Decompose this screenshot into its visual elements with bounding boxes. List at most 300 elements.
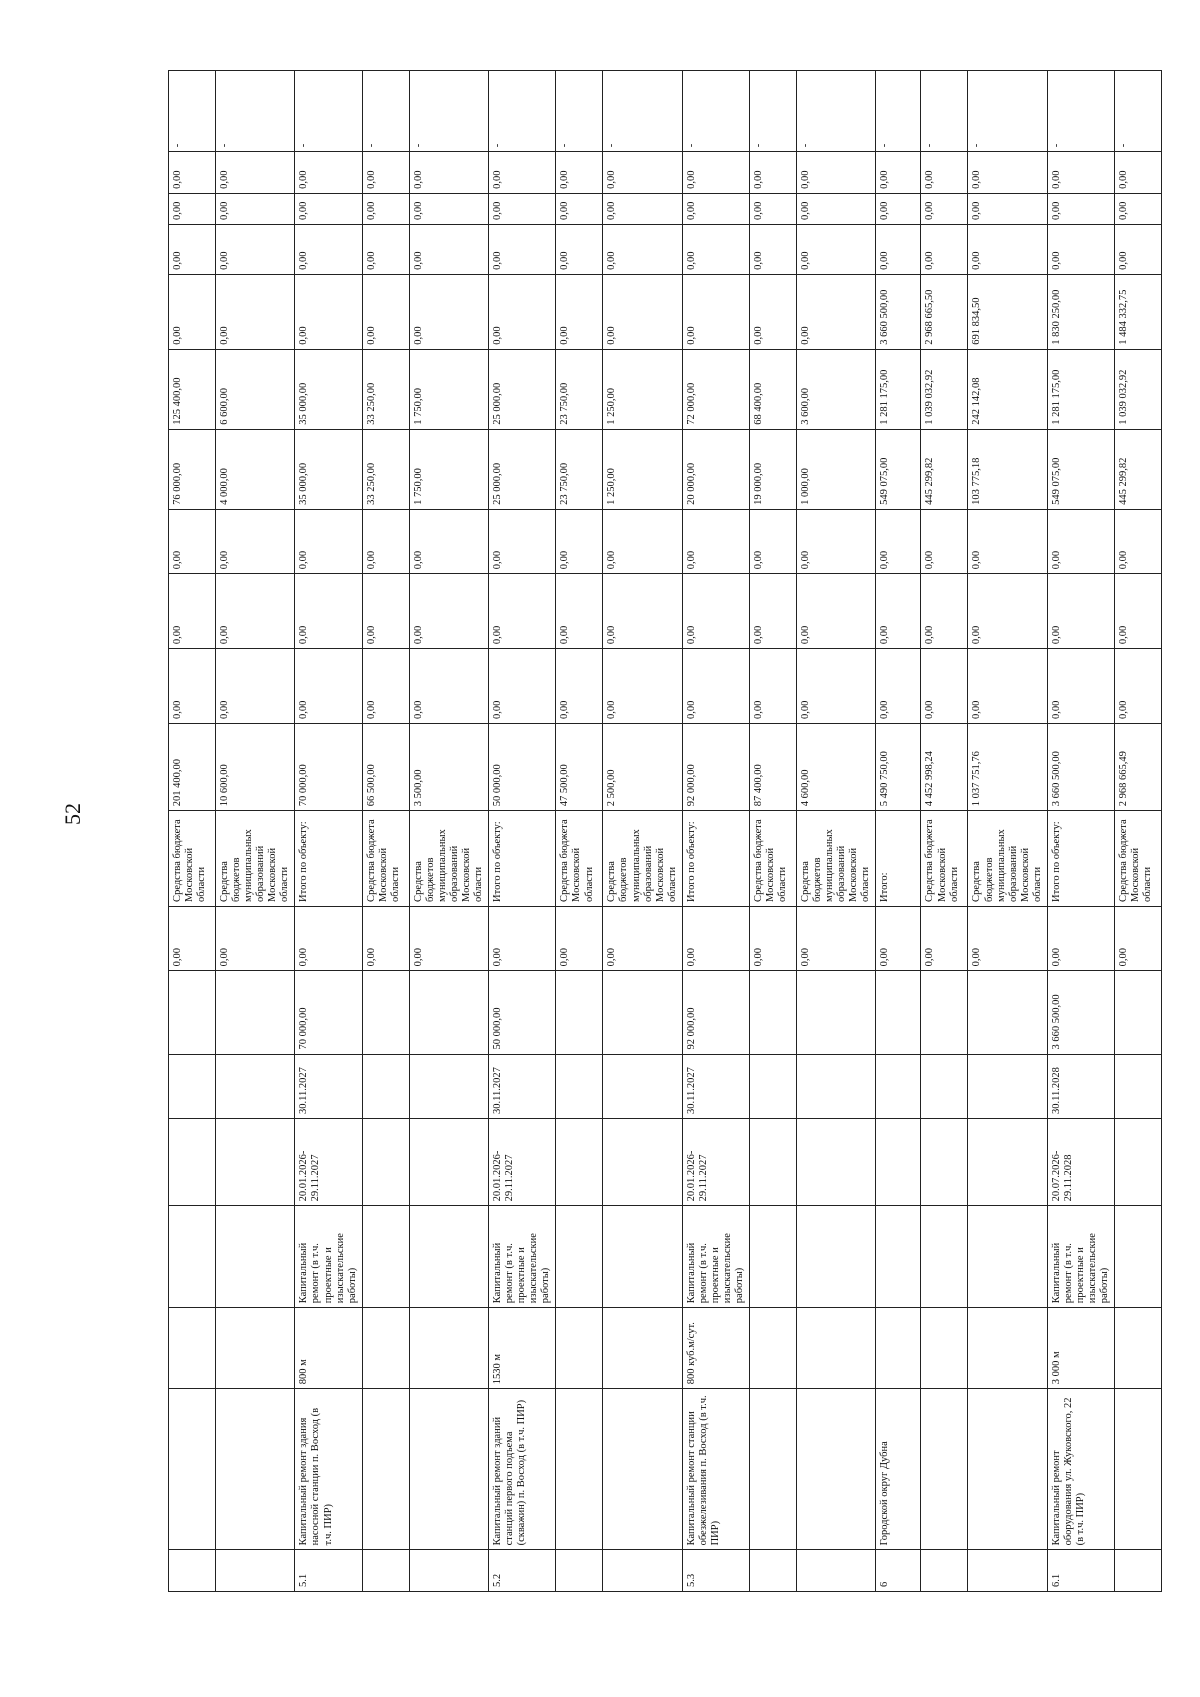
cell-total-amount: 50 000,00 <box>489 723 556 810</box>
cell-year-2023: 0,00 <box>556 649 603 724</box>
cell-year-2027: 3 600,00 <box>797 349 876 429</box>
cell-work-type <box>876 1206 921 1308</box>
cell-work-period <box>1115 1119 1162 1206</box>
cell-year-2023: 0,00 <box>921 649 968 724</box>
cell-remainder: 0,00 <box>169 152 216 194</box>
cell-year-2025: 0,00 <box>797 509 876 573</box>
cell-year-2023: 0,00 <box>876 649 921 724</box>
cell-total-cost: 3 660 500,00 <box>1047 971 1114 1054</box>
cell-note: - <box>216 71 295 152</box>
cell-year-2027: 242 142,08 <box>968 349 1047 429</box>
cell-year-2027: 1 039 032,92 <box>921 349 968 429</box>
cell-note: - <box>603 71 682 152</box>
cell-year-2029: 0,00 <box>489 225 556 275</box>
cell-total-cost <box>1115 971 1162 1054</box>
cell-total-cost <box>603 971 682 1054</box>
cell-completion-date <box>556 1054 603 1118</box>
cell-year-2026: 1 250,00 <box>603 429 682 509</box>
cell-year-2030: 0,00 <box>968 193 1047 224</box>
cell-financed: 0,00 <box>556 906 603 970</box>
cell-total-amount: 2 500,00 <box>603 723 682 810</box>
cell-year-2026: 19 000,00 <box>750 429 797 509</box>
cell-total-amount: 3 660 500,00 <box>1047 723 1114 810</box>
cell-completion-date <box>921 1054 968 1118</box>
cell-year-2030: 0,00 <box>556 193 603 224</box>
cell-year-2023: 0,00 <box>489 649 556 724</box>
cell-year-2027: 1 250,00 <box>603 349 682 429</box>
cell-year-2027: 6 600,00 <box>216 349 295 429</box>
table-row <box>295 71 362 1592</box>
cell-note: - <box>489 71 556 152</box>
cell-funding-source: Средства бюджета Московской области <box>362 811 409 907</box>
cell-work-type <box>409 1206 488 1308</box>
cell-year-2028: 0,00 <box>603 274 682 349</box>
cell-year-2023: 0,00 <box>409 649 488 724</box>
cell-year-2029: 0,00 <box>797 225 876 275</box>
cell-year-2030: 0,00 <box>169 193 216 224</box>
cell-year-2023: 0,00 <box>1047 649 1114 724</box>
cell-completion-date: 30.11.2027 <box>295 1054 362 1118</box>
cell-year-2028: 0,00 <box>682 274 749 349</box>
cell-note: - <box>750 71 797 152</box>
cell-funding-source: Средства бюджета Московской области <box>1115 811 1162 907</box>
cell-object-name <box>362 1389 409 1550</box>
cell-total-cost: 92 000,00 <box>682 971 749 1054</box>
cell-financed: 0,00 <box>362 906 409 970</box>
cell-year-2023: 0,00 <box>1115 649 1162 724</box>
cell-year-2028: 1 484 332,75 <box>1115 274 1162 349</box>
cell-year-2030: 0,00 <box>797 193 876 224</box>
cell-total-cost: 70 000,00 <box>295 971 362 1054</box>
cell-total-cost <box>968 971 1047 1054</box>
cell-work-period <box>921 1119 968 1206</box>
cell-capacity <box>968 1308 1047 1389</box>
cell-work-type <box>797 1206 876 1308</box>
cell-total-cost <box>750 971 797 1054</box>
cell-remainder: 0,00 <box>362 152 409 194</box>
cell-row-number <box>968 1550 1047 1592</box>
cell-year-2030: 0,00 <box>216 193 295 224</box>
cell-financed: 0,00 <box>603 906 682 970</box>
cell-object-name <box>409 1389 488 1550</box>
cell-object-name: Городской округ Дубна <box>876 1389 921 1550</box>
cell-object-name <box>169 1389 216 1550</box>
cell-year-2026: 4 000,00 <box>216 429 295 509</box>
cell-object-name <box>921 1389 968 1550</box>
cell-capacity <box>750 1308 797 1389</box>
cell-year-2024: 0,00 <box>797 574 876 649</box>
cell-total-amount: 4 452 998,24 <box>921 723 968 810</box>
cell-total-cost <box>216 971 295 1054</box>
cell-year-2029: 0,00 <box>1047 225 1114 275</box>
cell-total-cost <box>362 971 409 1054</box>
cell-total-amount: 4 600,00 <box>797 723 876 810</box>
cell-work-type <box>1115 1206 1162 1308</box>
page-number: 52 <box>60 803 85 825</box>
cell-completion-date <box>968 1054 1047 1118</box>
table-row <box>216 71 295 1592</box>
cell-note: - <box>295 71 362 152</box>
cell-completion-date <box>169 1054 216 1118</box>
table-row <box>603 71 682 1592</box>
cell-capacity: 800 куб.м/сут. <box>682 1308 749 1389</box>
cell-year-2025: 0,00 <box>169 509 216 573</box>
cell-object-name: Капитальный ремонт оборудования ул. Жуковского, 22 (в т.ч. ПИР) <box>1047 1389 1114 1550</box>
cell-year-2025: 0,00 <box>295 509 362 573</box>
cell-year-2027: 23 750,00 <box>556 349 603 429</box>
cell-remainder: 0,00 <box>489 152 556 194</box>
cell-object-name <box>750 1389 797 1550</box>
cell-capacity: 800 м <box>295 1308 362 1389</box>
cell-year-2025: 0,00 <box>1115 509 1162 573</box>
cell-work-type: Капитальный ремонт (в т.ч. проектные и изыскательские работы) <box>682 1206 749 1308</box>
cell-completion-date <box>603 1054 682 1118</box>
cell-capacity <box>921 1308 968 1389</box>
cell-work-period: 20.01.2026-29.11.2027 <box>295 1119 362 1206</box>
cell-year-2030: 0,00 <box>876 193 921 224</box>
cell-work-period: 20.01.2026-29.11.2027 <box>682 1119 749 1206</box>
cell-financed: 0,00 <box>682 906 749 970</box>
cell-year-2029: 0,00 <box>1115 225 1162 275</box>
cell-year-2029: 0,00 <box>216 225 295 275</box>
cell-completion-date <box>362 1054 409 1118</box>
cell-year-2030: 0,00 <box>409 193 488 224</box>
cell-work-period <box>556 1119 603 1206</box>
cell-year-2029: 0,00 <box>556 225 603 275</box>
cell-work-type <box>362 1206 409 1308</box>
cell-year-2027: 25 000,00 <box>489 349 556 429</box>
cell-year-2028: 0,00 <box>556 274 603 349</box>
rotated-table-container <box>168 70 1154 1592</box>
cell-remainder: 0,00 <box>921 152 968 194</box>
cell-year-2028: 0,00 <box>295 274 362 349</box>
cell-total-amount: 92 000,00 <box>682 723 749 810</box>
cell-remainder: 0,00 <box>682 152 749 194</box>
cell-year-2025: 0,00 <box>603 509 682 573</box>
cell-year-2026: 33 250,00 <box>362 429 409 509</box>
cell-year-2027: 1 750,00 <box>409 349 488 429</box>
cell-capacity <box>216 1308 295 1389</box>
cell-year-2026: 23 750,00 <box>556 429 603 509</box>
cell-total-amount: 201 400,00 <box>169 723 216 810</box>
cell-funding-source: Средства бюджетов муниципальных образований Московской области <box>603 811 682 907</box>
table-row <box>968 71 1047 1592</box>
cell-remainder: 0,00 <box>295 152 362 194</box>
cell-object-name <box>797 1389 876 1550</box>
cell-year-2023: 0,00 <box>603 649 682 724</box>
cell-year-2029: 0,00 <box>169 225 216 275</box>
cell-total-cost <box>409 971 488 1054</box>
cell-year-2023: 0,00 <box>750 649 797 724</box>
cell-work-type <box>968 1206 1047 1308</box>
cell-remainder: 0,00 <box>968 152 1047 194</box>
cell-year-2027: 35 000,00 <box>295 349 362 429</box>
cell-total-amount: 10 600,00 <box>216 723 295 810</box>
cell-remainder: 0,00 <box>797 152 876 194</box>
cell-year-2024: 0,00 <box>750 574 797 649</box>
cell-work-period <box>968 1119 1047 1206</box>
cell-year-2030: 0,00 <box>362 193 409 224</box>
cell-financed: 0,00 <box>876 906 921 970</box>
cell-year-2025: 0,00 <box>409 509 488 573</box>
cell-row-number <box>556 1550 603 1592</box>
cell-completion-date: 30.11.2027 <box>682 1054 749 1118</box>
cell-note: - <box>1047 71 1114 152</box>
cell-work-type <box>169 1206 216 1308</box>
cell-year-2028: 0,00 <box>797 274 876 349</box>
cell-completion-date <box>876 1054 921 1118</box>
cell-note: - <box>921 71 968 152</box>
cell-capacity <box>603 1308 682 1389</box>
cell-year-2026: 1 000,00 <box>797 429 876 509</box>
cell-total-cost: 50 000,00 <box>489 971 556 1054</box>
cell-funding-source: Итого: <box>876 811 921 907</box>
cell-year-2024: 0,00 <box>603 574 682 649</box>
cell-capacity <box>409 1308 488 1389</box>
cell-completion-date: 30.11.2028 <box>1047 1054 1114 1118</box>
cell-year-2024: 0,00 <box>968 574 1047 649</box>
cell-year-2027: 125 400,00 <box>169 349 216 429</box>
cell-work-period: 20.01.2026-29.11.2027 <box>489 1119 556 1206</box>
cell-year-2027: 1 281 175,00 <box>1047 349 1114 429</box>
cell-financed: 0,00 <box>1115 906 1162 970</box>
cell-year-2028: 0,00 <box>169 274 216 349</box>
cell-work-period <box>216 1119 295 1206</box>
cell-year-2029: 0,00 <box>603 225 682 275</box>
budget-table <box>168 70 1162 1592</box>
cell-row-number: 5.1 <box>295 1550 362 1592</box>
cell-year-2029: 0,00 <box>682 225 749 275</box>
cell-work-type: Капитальный ремонт (в т.ч. проектные и изыскательские работы) <box>1047 1206 1114 1308</box>
cell-year-2029: 0,00 <box>295 225 362 275</box>
cell-work-period <box>603 1119 682 1206</box>
table-row <box>362 71 409 1592</box>
cell-total-amount: 2 968 665,49 <box>1115 723 1162 810</box>
cell-row-number: 6 <box>876 1550 921 1592</box>
cell-row-number: 5.2 <box>489 1550 556 1592</box>
cell-note: - <box>556 71 603 152</box>
cell-year-2027: 1 039 032,92 <box>1115 349 1162 429</box>
cell-funding-source: Средства бюджетов муниципальных образований Московской области <box>968 811 1047 907</box>
cell-financed: 0,00 <box>169 906 216 970</box>
cell-total-cost <box>876 971 921 1054</box>
cell-year-2025: 0,00 <box>1047 509 1114 573</box>
cell-total-amount: 1 037 751,76 <box>968 723 1047 810</box>
table-row <box>409 71 488 1592</box>
table-row <box>682 71 749 1592</box>
cell-capacity <box>876 1308 921 1389</box>
cell-note: - <box>169 71 216 152</box>
cell-year-2025: 0,00 <box>921 509 968 573</box>
cell-funding-source: Средства бюджетов муниципальных образований Московской области <box>409 811 488 907</box>
cell-capacity: 1530 м <box>489 1308 556 1389</box>
cell-year-2029: 0,00 <box>750 225 797 275</box>
cell-financed: 0,00 <box>750 906 797 970</box>
cell-year-2027: 33 250,00 <box>362 349 409 429</box>
table-row <box>876 71 921 1592</box>
cell-note: - <box>876 71 921 152</box>
cell-completion-date: 30.11.2027 <box>489 1054 556 1118</box>
cell-row-number <box>362 1550 409 1592</box>
cell-year-2030: 0,00 <box>921 193 968 224</box>
cell-year-2026: 35 000,00 <box>295 429 362 509</box>
cell-funding-source: Средства бюджета Московской области <box>556 811 603 907</box>
cell-year-2028: 0,00 <box>409 274 488 349</box>
cell-year-2028: 0,00 <box>489 274 556 349</box>
cell-year-2024: 0,00 <box>169 574 216 649</box>
cell-row-number <box>921 1550 968 1592</box>
cell-note: - <box>797 71 876 152</box>
cell-year-2026: 549 075,00 <box>1047 429 1114 509</box>
cell-year-2025: 0,00 <box>489 509 556 573</box>
cell-total-cost <box>556 971 603 1054</box>
cell-financed: 0,00 <box>216 906 295 970</box>
cell-financed: 0,00 <box>797 906 876 970</box>
cell-year-2023: 0,00 <box>682 649 749 724</box>
cell-total-cost <box>169 971 216 1054</box>
cell-year-2024: 0,00 <box>921 574 968 649</box>
cell-object-name <box>556 1389 603 1550</box>
cell-year-2030: 0,00 <box>295 193 362 224</box>
cell-financed: 0,00 <box>921 906 968 970</box>
cell-row-number: 6.1 <box>1047 1550 1114 1592</box>
cell-funding-source: Средства бюджетов муниципальных образований Московской области <box>797 811 876 907</box>
cell-capacity: 3 000 м <box>1047 1308 1114 1389</box>
cell-year-2024: 0,00 <box>489 574 556 649</box>
cell-row-number: 5.3 <box>682 1550 749 1592</box>
cell-work-period <box>362 1119 409 1206</box>
cell-year-2027: 1 281 175,00 <box>876 349 921 429</box>
cell-total-amount: 70 000,00 <box>295 723 362 810</box>
cell-remainder: 0,00 <box>1115 152 1162 194</box>
cell-capacity <box>556 1308 603 1389</box>
cell-capacity <box>362 1308 409 1389</box>
cell-year-2027: 68 400,00 <box>750 349 797 429</box>
cell-object-name <box>216 1389 295 1550</box>
cell-funding-source: Средства бюджета Московской области <box>750 811 797 907</box>
cell-work-type <box>556 1206 603 1308</box>
cell-object-name: Капитальный ремонт станции обезжелезивания п. Восход (в т.ч. ПИР) <box>682 1389 749 1550</box>
cell-funding-source: Итого по объекту: <box>682 811 749 907</box>
cell-year-2023: 0,00 <box>362 649 409 724</box>
cell-year-2026: 20 000,00 <box>682 429 749 509</box>
cell-financed: 0,00 <box>1047 906 1114 970</box>
cell-remainder: 0,00 <box>750 152 797 194</box>
table-row <box>1047 71 1114 1592</box>
cell-year-2024: 0,00 <box>216 574 295 649</box>
table-row <box>489 71 556 1592</box>
cell-year-2030: 0,00 <box>603 193 682 224</box>
cell-year-2027: 72 000,00 <box>682 349 749 429</box>
cell-year-2025: 0,00 <box>876 509 921 573</box>
cell-year-2025: 0,00 <box>682 509 749 573</box>
cell-note: - <box>968 71 1047 152</box>
cell-year-2030: 0,00 <box>682 193 749 224</box>
cell-financed: 0,00 <box>295 906 362 970</box>
cell-remainder: 0,00 <box>1047 152 1114 194</box>
cell-year-2028: 0,00 <box>216 274 295 349</box>
cell-year-2025: 0,00 <box>750 509 797 573</box>
cell-work-period <box>409 1119 488 1206</box>
cell-year-2024: 0,00 <box>409 574 488 649</box>
cell-note: - <box>1115 71 1162 152</box>
cell-remainder: 0,00 <box>216 152 295 194</box>
cell-year-2025: 0,00 <box>556 509 603 573</box>
cell-work-type <box>603 1206 682 1308</box>
table-row <box>1115 71 1162 1592</box>
cell-year-2030: 0,00 <box>1115 193 1162 224</box>
table-body <box>169 71 1162 1592</box>
table-row <box>169 71 216 1592</box>
cell-total-amount: 87 400,00 <box>750 723 797 810</box>
cell-year-2029: 0,00 <box>968 225 1047 275</box>
cell-object-name: Капитальный ремонт зданий станций первого подъема (скважин) п. Восход (в т.ч. ПИР) <box>489 1389 556 1550</box>
cell-year-2023: 0,00 <box>968 649 1047 724</box>
cell-row-number <box>750 1550 797 1592</box>
cell-year-2025: 0,00 <box>216 509 295 573</box>
cell-completion-date <box>797 1054 876 1118</box>
table-row <box>556 71 603 1592</box>
cell-row-number <box>603 1550 682 1592</box>
cell-financed: 0,00 <box>489 906 556 970</box>
cell-row-number <box>169 1550 216 1592</box>
cell-capacity <box>169 1308 216 1389</box>
cell-year-2028: 691 834,50 <box>968 274 1047 349</box>
cell-year-2026: 445 299,82 <box>921 429 968 509</box>
table-row <box>921 71 968 1592</box>
cell-year-2030: 0,00 <box>1047 193 1114 224</box>
cell-year-2026: 445 299,82 <box>1115 429 1162 509</box>
cell-year-2024: 0,00 <box>556 574 603 649</box>
cell-work-period <box>797 1119 876 1206</box>
cell-year-2028: 3 660 500,00 <box>876 274 921 349</box>
cell-year-2028: 0,00 <box>362 274 409 349</box>
cell-year-2030: 0,00 <box>489 193 556 224</box>
cell-row-number <box>216 1550 295 1592</box>
cell-object-name <box>968 1389 1047 1550</box>
cell-year-2028: 2 968 665,50 <box>921 274 968 349</box>
cell-row-number <box>409 1550 488 1592</box>
cell-completion-date <box>1115 1054 1162 1118</box>
cell-year-2029: 0,00 <box>409 225 488 275</box>
cell-object-name <box>1115 1389 1162 1550</box>
cell-completion-date <box>750 1054 797 1118</box>
cell-year-2026: 25 000,00 <box>489 429 556 509</box>
cell-year-2024: 0,00 <box>1115 574 1162 649</box>
cell-remainder: 0,00 <box>603 152 682 194</box>
cell-row-number <box>797 1550 876 1592</box>
cell-financed: 0,00 <box>409 906 488 970</box>
cell-year-2023: 0,00 <box>169 649 216 724</box>
cell-total-amount: 3 500,00 <box>409 723 488 810</box>
cell-year-2024: 0,00 <box>876 574 921 649</box>
cell-remainder: 0,00 <box>876 152 921 194</box>
cell-funding-source: Средства бюджетов муниципальных образований Московской области <box>216 811 295 907</box>
cell-total-amount: 66 500,00 <box>362 723 409 810</box>
cell-year-2024: 0,00 <box>1047 574 1114 649</box>
cell-work-period: 20.07.2026-29.11.2028 <box>1047 1119 1114 1206</box>
cell-year-2023: 0,00 <box>216 649 295 724</box>
cell-work-type: Капитальный ремонт (в т.ч. проектные и изыскательские работы) <box>489 1206 556 1308</box>
cell-year-2029: 0,00 <box>921 225 968 275</box>
cell-financed: 0,00 <box>968 906 1047 970</box>
cell-note: - <box>409 71 488 152</box>
cell-total-amount: 47 500,00 <box>556 723 603 810</box>
cell-year-2026: 103 775,18 <box>968 429 1047 509</box>
cell-work-type <box>921 1206 968 1308</box>
cell-funding-source: Средства бюджета Московской области <box>921 811 968 907</box>
cell-year-2023: 0,00 <box>295 649 362 724</box>
